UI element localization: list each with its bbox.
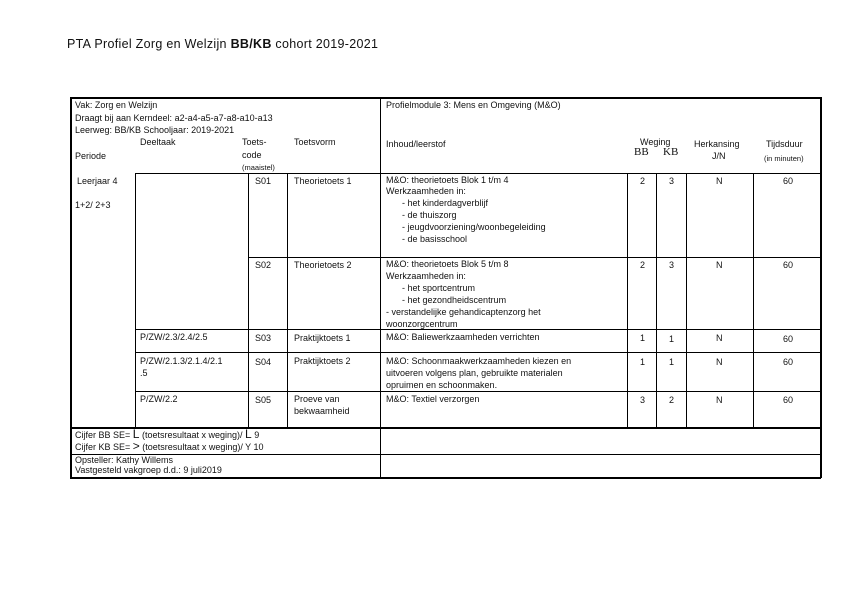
inhoud-line: M&O: Schoonmaakwerkzaamheden kiezen en: [386, 356, 572, 366]
opsteller: Opsteller: Kathy Willems: [75, 455, 174, 465]
toetsvorm: bekwaamheid: [294, 406, 350, 416]
weging-bb: 3: [640, 395, 646, 405]
col-weging: Weging: [640, 137, 671, 147]
toetscode: S03: [255, 333, 272, 343]
col-periode: Periode: [75, 151, 107, 161]
inhoud-line: - het kinderdagverblijf: [402, 198, 489, 208]
weging-bb: 2: [640, 176, 646, 186]
col-tijdsduur: Tijdsduur: [766, 139, 803, 149]
inhoud-line: Werkzaamheden in:: [386, 186, 466, 196]
tijdsduur: 60: [783, 357, 794, 367]
herkansing: N: [716, 176, 723, 186]
col-toetscode: Toets-: [242, 137, 267, 147]
col-herkansing-2: J/N: [712, 151, 726, 161]
col-toetsvorm: Toetsvorm: [294, 137, 336, 147]
vak-label: Vak: Zorg en Welzijn: [75, 100, 158, 110]
inhoud-line: Werkzaamheden in:: [386, 271, 466, 281]
toetscode: S02: [255, 260, 272, 270]
col-herkansing: Herkansing: [694, 139, 740, 149]
weging-kb: 3: [669, 260, 675, 270]
vastgesteld: Vastgesteld vakgroep d.d.: 9 juli2019: [75, 465, 222, 475]
col-toetscode-2: code: [242, 150, 262, 160]
weging-bb: 1: [640, 333, 646, 343]
weging-kb: 2: [669, 395, 675, 405]
tijdsduur: 60: [783, 334, 794, 344]
inhoud-line: M&O: Baliewerkzaamheden verrichten: [386, 332, 540, 342]
page-title: PTA Profiel Zorg en Welzijn BB/KB cohort 2019-2021: [67, 37, 379, 51]
weging-kb: 1: [669, 334, 675, 344]
inhoud-line: opruimen en schoonmaken.: [386, 380, 498, 390]
leerweg-label: Leerweg: BB/KB Schooljaar: 2019-2021: [75, 125, 235, 135]
herkansing: N: [716, 357, 723, 367]
inhoud-line: - het gezondheidscentrum: [402, 295, 507, 305]
inhoud-line: - de thuiszorg: [402, 210, 457, 220]
inhoud-line: - verstandelijke gehandicaptenzorg het: [386, 307, 541, 317]
toetsvorm: Proeve van: [294, 394, 340, 404]
periode-range: 1+2/ 2+3: [75, 200, 111, 210]
formula-bb: Cijfer BB SE= L (toetsresultaat x weging)/ L 9: [75, 427, 260, 441]
inhoud-line: - het sportcentrum: [402, 283, 476, 293]
inhoud-line: uitvoeren volgens plan, gebruikte materialen: [386, 368, 563, 378]
herkansing: N: [716, 395, 723, 405]
weging-kb: 3: [669, 176, 675, 186]
deeltaak: P/ZW/2.3/2.4/2.5: [140, 332, 208, 342]
tijdsduur: 60: [783, 260, 794, 270]
weging-bb: 2: [640, 260, 646, 270]
toetsvorm: Theorietoets 2: [294, 260, 352, 270]
profielmodule-label: Profielmodule 3: Mens en Omgeving (M&O): [386, 100, 561, 110]
toetsvorm: Praktijktoets 1: [294, 333, 351, 343]
herkansing: N: [716, 260, 723, 270]
toetsvorm: Praktijktoets 2: [294, 356, 351, 366]
weging-kb: 1: [669, 357, 675, 367]
weging-bb: 1: [640, 357, 646, 367]
col-kb: KB: [663, 146, 679, 158]
inhoud-line: - jeugdvoorziening/woonbegeleiding: [402, 222, 546, 232]
kerndeel-label: Draagt bij aan Kerndeel: a2-a4-a5-a7-a8-a10-a13: [75, 113, 273, 123]
toetscode: S05: [255, 395, 272, 405]
formula-kb: Cijfer KB SE= > (toetsresultaat x weging)/ Y 10: [75, 439, 264, 453]
inhoud-line: woonzorgcentrum: [386, 319, 458, 329]
col-toetscode-note: (maaistel): [242, 163, 275, 172]
tijdsduur: 60: [783, 176, 794, 186]
deeltaak-cont: .5: [140, 368, 148, 378]
toetscode: S01: [255, 176, 272, 186]
inhoud-line: M&O: theorietoets Blok 1 t/m 4: [386, 175, 509, 185]
deeltaak: P/ZW/2.2: [140, 394, 178, 404]
col-inhoud: Inhoud/leerstof: [386, 139, 446, 149]
col-tijdsduur-2: (in minuten): [764, 154, 804, 163]
toetsvorm: Theorietoets 1: [294, 176, 352, 186]
toetscode: S04: [255, 357, 272, 367]
inhoud-line: M&O: Textiel verzorgen: [386, 394, 480, 404]
herkansing: N: [716, 333, 723, 343]
inhoud-line: - de basisschool: [402, 234, 468, 244]
tijdsduur: 60: [783, 395, 794, 405]
col-deeltaak: Deeltaak: [140, 137, 176, 147]
col-bb: BB: [634, 146, 649, 158]
inhoud-line: M&O: theorietoets Blok 5 t/m 8: [386, 259, 509, 269]
periode-leerjaar: Leerjaar 4: [77, 176, 118, 186]
deeltaak: P/ZW/2.1.3/2.1.4/2.1: [140, 356, 223, 366]
